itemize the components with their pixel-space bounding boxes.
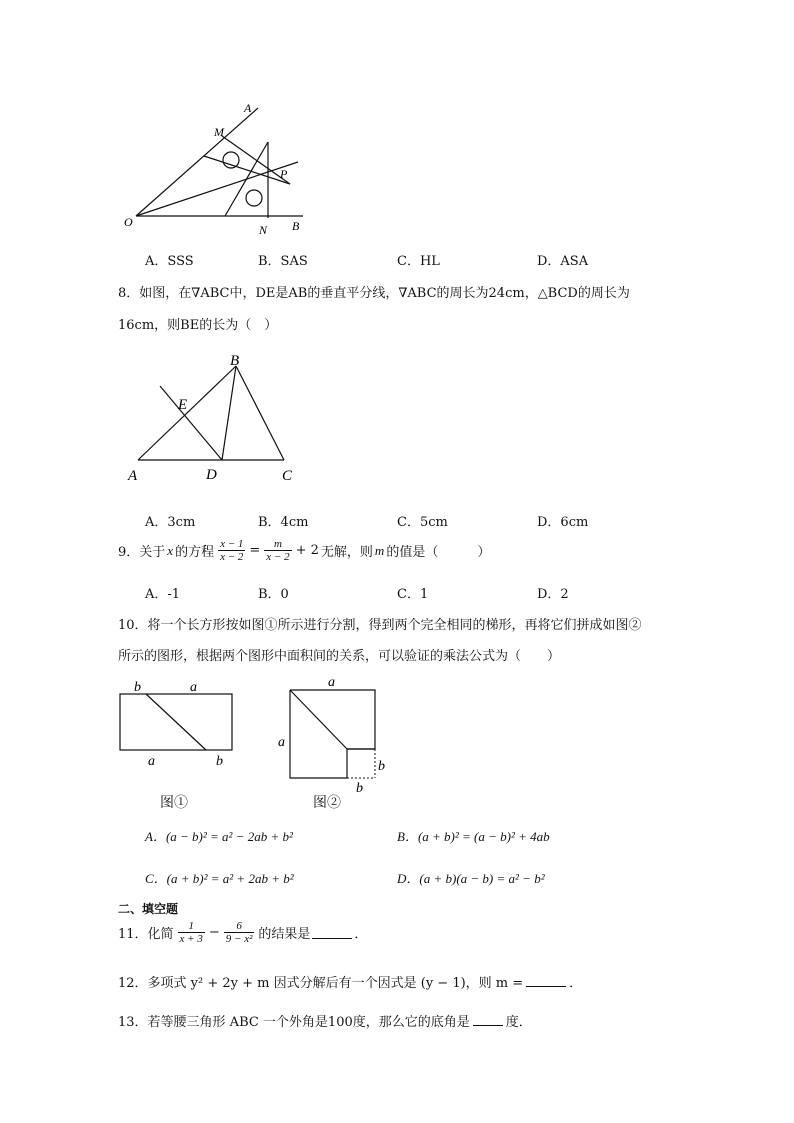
- q9-option-c[interactable]: C．1: [397, 587, 429, 602]
- q10-question-line1: 10．将一个长方形按如图①所示进行分割，得到两个完全相同的梯形，再将它们拼成如图②: [118, 618, 642, 633]
- q7-option-b[interactable]: B．SAS: [258, 254, 308, 269]
- q7-option-a[interactable]: A．SSS: [145, 254, 194, 269]
- q10-fig1-label-a-bottom: a: [148, 754, 155, 769]
- q9-option-d[interactable]: D．2: [537, 587, 569, 602]
- q10-fig2-label-b-right: b: [378, 759, 385, 774]
- q9-frac2-den: x − 2: [266, 551, 290, 563]
- q7-figure: [118, 100, 318, 240]
- q8-option-c[interactable]: C．5cm: [397, 515, 448, 530]
- q7-label-O: O: [124, 215, 133, 229]
- q11-fraction-2: [224, 920, 255, 945]
- q8-label-C: C: [282, 468, 293, 484]
- q9-frac2-num: m: [264, 538, 291, 551]
- q10-fig2-label-a-top: a: [328, 675, 335, 690]
- q11-f1-den: x + 3: [179, 933, 203, 945]
- q12-answer-blank[interactable]: [526, 974, 566, 987]
- q9-var-x: x: [167, 542, 174, 558]
- q10-option-c[interactable]: C．(a + b)² = a² + 2ab + b²: [145, 871, 294, 886]
- q9-suffix-a: 无解，则: [320, 545, 373, 560]
- q8-option-d[interactable]: D．6cm: [537, 515, 589, 530]
- q13-answer-blank[interactable]: [473, 1013, 503, 1026]
- q10-option-b[interactable]: B．(a + b)² = (a − b)² + 4ab: [397, 829, 550, 844]
- q9-mid: 的方程: [175, 545, 215, 560]
- q10-fig1-label-b-bottom: b: [216, 754, 223, 769]
- q9-question: [118, 538, 490, 563]
- q9-eq: =: [249, 543, 261, 558]
- q8-option-a[interactable]: A．3cm: [145, 515, 196, 530]
- q8-label-A: A: [128, 468, 138, 484]
- q9-option-a[interactable]: A．-1: [145, 587, 181, 602]
- q11-suffix: 的结果是: [258, 927, 311, 942]
- q11-answer-blank[interactable]: [312, 926, 352, 939]
- q8-question-line2: 16cm，则BE的长为（ ）: [118, 318, 278, 333]
- q11-question: [118, 920, 367, 945]
- q10-figure-2: [272, 672, 392, 798]
- q8-label-E: E: [178, 397, 188, 413]
- q7-label-M: M: [214, 125, 224, 139]
- q10-fig1-caption: 图①: [160, 795, 188, 811]
- q11-minus: −: [208, 925, 220, 940]
- q9-fraction-1: [218, 538, 245, 563]
- q8-triangle-figure: [120, 348, 310, 488]
- q7-option-d[interactable]: D．ASA: [537, 254, 589, 269]
- q13-end: 度．: [505, 1015, 532, 1030]
- q10-option-a[interactable]: A．(a − b)² = a² − 2ab + b²: [145, 829, 293, 844]
- q11-f1-num: 1: [178, 920, 205, 933]
- q8-label-B: B: [230, 353, 240, 369]
- q11-end: ．: [354, 927, 368, 942]
- section-title: 二、填空题: [118, 902, 179, 916]
- q11-fraction-1: [178, 920, 205, 945]
- q9-frac1-den: x − 2: [220, 551, 244, 563]
- q10-fig2-label-a-left: a: [278, 735, 285, 750]
- q13-text: 13．若等腰三角形 ABC 一个外角是100度，那么它的底角是: [118, 1015, 470, 1030]
- q9-prefix: 9．关于: [118, 545, 166, 560]
- q9-suffix-b: 的值是（ ）: [386, 545, 491, 560]
- q7-label-N: N: [259, 223, 268, 237]
- q9-option-b[interactable]: B．0: [258, 587, 289, 602]
- q12-text: 12．多项式 y² + 2y + m 因式分解后有一个因式是 (y − 1)，则 m =: [118, 976, 524, 991]
- q10-fig1-label-a-top: a: [190, 680, 197, 695]
- q10-option-d[interactable]: D．(a + b)(a − b) = a² − b²: [397, 871, 545, 886]
- q9-fraction-2: [264, 538, 291, 563]
- q9-frac1-num: x − 1: [220, 538, 244, 550]
- q12-end: ．: [569, 976, 583, 991]
- q10-fig1-label-b-top: b: [134, 680, 141, 695]
- q10-fig2-caption: 图②: [313, 795, 341, 811]
- q11-prefix: 11．化简: [118, 927, 174, 942]
- q12-question: [118, 972, 582, 991]
- q10-fig2-label-b-bottom: b: [356, 781, 363, 796]
- q9-plus2: + 2: [295, 543, 319, 558]
- q11-f2-den: 9 − x²: [225, 933, 253, 945]
- q7-label-P: P: [280, 167, 288, 181]
- q9-var-m: m: [374, 542, 385, 558]
- q13-question: [118, 1011, 532, 1030]
- q8-option-b[interactable]: B．4cm: [258, 515, 309, 530]
- q10-question-line2: 所示的图形，根据两个图形中面积间的关系，可以验证的乘法公式为（ ）: [118, 649, 561, 664]
- q11-f2-num: 6: [224, 920, 255, 933]
- q7-option-c[interactable]: C．HL: [397, 254, 440, 269]
- q8-label-D: D: [206, 467, 217, 483]
- q7-label-A: A: [244, 101, 252, 115]
- q10-figure-1: [110, 674, 260, 774]
- q8-question-line1: 8．如图，在∇ABC中，DE是AB的垂直平分线，∇ABC的周长为24cm，△BCD的周长为: [118, 286, 630, 301]
- q7-label-B: B: [292, 219, 300, 233]
